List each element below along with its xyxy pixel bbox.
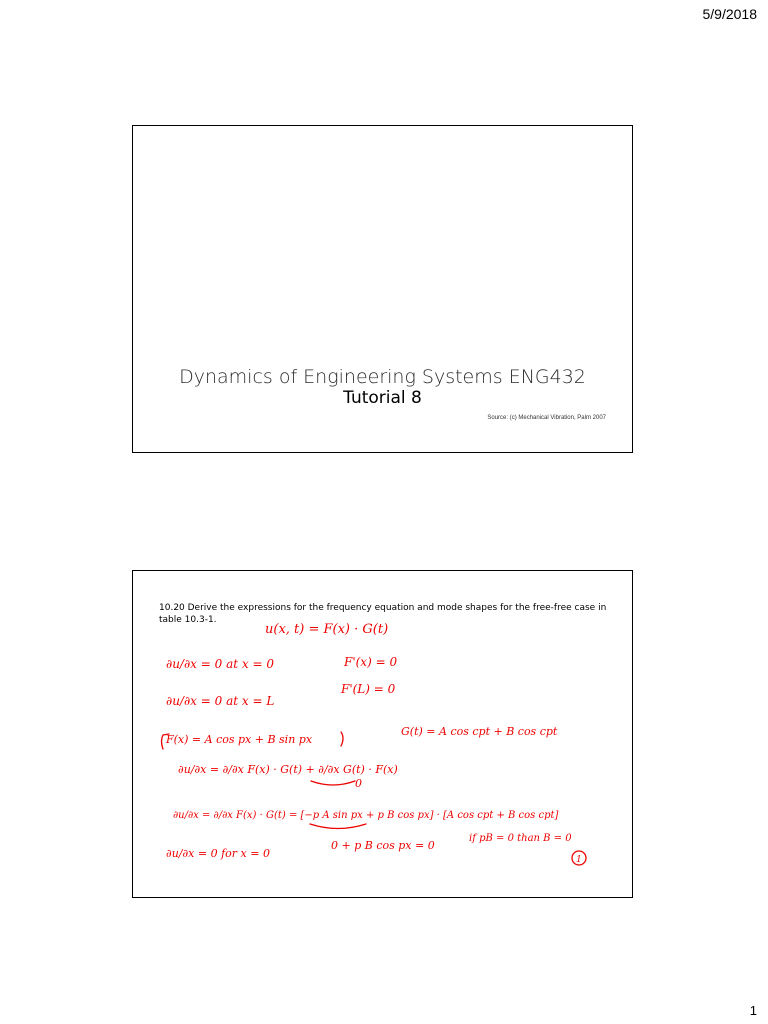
hw-brace-2 (310, 824, 366, 829)
hw-brace-1 (311, 781, 355, 785)
hw-line-4b: G(t) = A cos cpt + B cos cpt (401, 725, 558, 738)
problem-slide (132, 570, 633, 898)
problem-statement: 10.20 Derive the expressions for the frequency equation and mode shapes for the free-free case in table 10.3-1. (159, 603, 607, 625)
hw-line-5: ∂u/∂x = ∂/∂x F(x) · G(t) + ∂/∂x G(t) · F(x) (178, 763, 398, 776)
hw-line-4a: F(x) = A cos px + B sin px (166, 733, 313, 746)
hw-circle-label: 1 (576, 855, 582, 865)
title-slide (132, 125, 633, 453)
bracket-right (341, 732, 343, 746)
slide-subtitle: Tutorial 8 (343, 388, 422, 408)
hw-line-3a: ∂u/∂x = 0 at x = L (166, 694, 275, 708)
hw-line-2b: F'(x) = 0 (344, 655, 398, 669)
hw-line-3b: F'(L) = 0 (341, 682, 396, 696)
hw-line-6: ∂u/∂x = ∂/∂x F(x) · G(t) = [−p A sin px + p B cos px] · [A cos cpt + B cos cpt] (173, 810, 559, 821)
hw-line-2a: ∂u/∂x = 0 at x = 0 (166, 657, 274, 671)
slide-title: Dynamics of Engineering Systems ENG432 (179, 366, 586, 388)
hw-line-7a: 0 + p B cos px = 0 (331, 839, 435, 852)
handwritten-notes (133, 571, 631, 896)
hw-zero: 0 (355, 777, 362, 790)
print-date: 5/9/2018 (702, 6, 757, 22)
source-citation: Source: (c) Mechanical Vibration, Palm 2007 (487, 415, 606, 421)
hw-line-7b: if pB = 0 than B = 0 (469, 833, 572, 844)
hw-line-1: u(x, t) = F(x) · G(t) (265, 622, 389, 637)
hw-line-8: ∂u/∂x = 0 for x = 0 (166, 847, 270, 860)
page-number: 1 (749, 1003, 757, 1018)
